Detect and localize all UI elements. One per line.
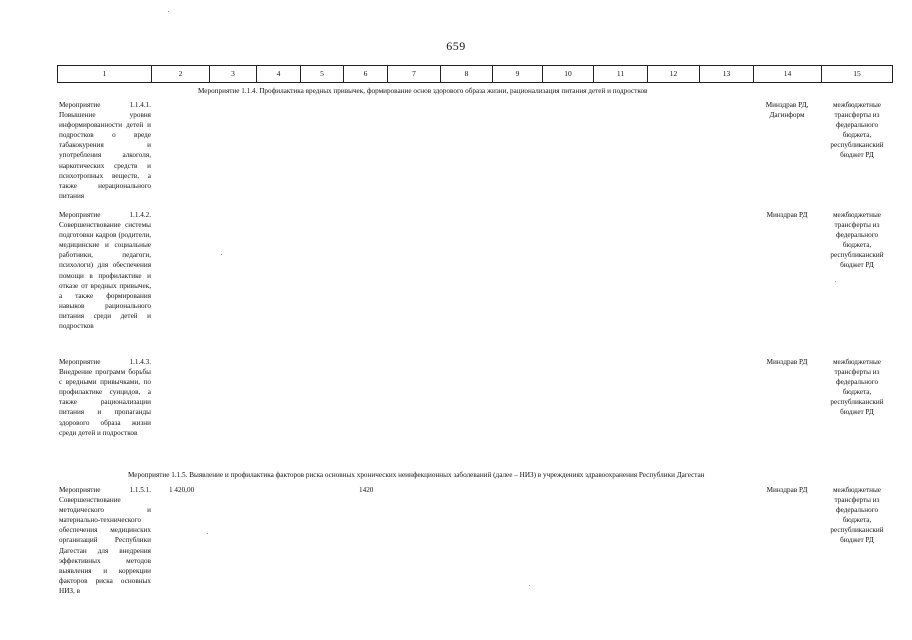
column-number-13: 13 <box>699 66 753 82</box>
responsible-1-1-4-2: Минздрав РД <box>766 211 808 219</box>
column-number-7: 7 <box>387 66 440 82</box>
measure-label: Мероприятие <box>59 101 101 109</box>
section-title-1-1-4: Мероприятие 1.1.4. Профилактика вредных привычек, формирование основ здорового образа жизни, рационализация питания детей и подростков <box>198 87 648 95</box>
funding-1-1-5-1: межбюджетные трансферты из федерального бюджета, республиканский бюджет РД <box>830 486 884 545</box>
measure-label: Мероприятие <box>59 358 101 366</box>
measure-label: Мероприятие <box>59 211 101 219</box>
amount-col6-1-1-5-1: 1420 <box>359 486 374 494</box>
column-number-11: 11 <box>593 66 647 82</box>
measure-1-1-4-2 <box>59 210 151 331</box>
column-number-9: 9 <box>492 66 542 82</box>
measure-number: 1.1.5.1. <box>129 486 151 494</box>
responsible-1-1-4-1: Минздрав РД, Дагинформ <box>765 101 809 120</box>
funding-1-1-4-2: межбюджетные трансферты из федерального бюджета, республиканский бюджет РД <box>830 211 884 270</box>
column-number-4: 4 <box>256 66 300 82</box>
measure-text: Совершенствование методического и материально-технического обеспечения медицинских организаций Республики Дагестан для внедрения эффективных методов выявления и коррекции факторов риска основных НИЗ, в <box>59 496 151 595</box>
column-number-12: 12 <box>647 66 699 82</box>
responsible-1-1-5-1: Минздрав РД <box>766 486 808 494</box>
table-header-row <box>57 65 893 83</box>
column-number-8: 8 <box>440 66 492 82</box>
page-number: 659 <box>446 39 466 53</box>
scan-speck <box>835 281 836 282</box>
column-number-6: 6 <box>343 66 387 82</box>
column-number-3: 3 <box>209 66 256 82</box>
column-number-10: 10 <box>542 66 593 82</box>
column-number-15: 15 <box>821 66 893 82</box>
measure-number: 1.1.4.3. <box>129 358 151 366</box>
measure-number: 1.1.4.2. <box>129 211 151 219</box>
measure-1-1-5-1 <box>59 485 151 596</box>
section-title-1-1-5: Мероприятие 1.1.5. Выявление и профилактика факторов риска основных хронических неинфекционных заболеваний (далее – НИЗ) в учреждениях здравоохранения Республики Дагестан <box>128 471 705 479</box>
column-number-5: 5 <box>300 66 343 82</box>
measure-1-1-4-1 <box>59 100 151 201</box>
responsible-1-1-4-3: Минздрав РД <box>766 358 808 366</box>
funding-1-1-4-3: межбюджетные трансферты из федерального бюджета, республиканский бюджет РД <box>830 358 884 417</box>
measure-text: Повышение уровня информированности детей и подростков о вреде табакокурения и употребления алкоголя, наркотических средств и психотропных веществ, а также нерационального питания <box>59 111 151 200</box>
measure-number: 1.1.4.1. <box>129 101 151 109</box>
scan-speck <box>168 11 169 12</box>
measure-text: Совершенствование системы подготовки кадров (родители, медицинские и социальные работники, педагоги, психологи) для обеспечения помощи в профилактике и отказе от вредных привычек, а также формирования навыков рационального питания среди детей и подростков <box>59 221 151 331</box>
column-number-14: 14 <box>753 66 821 82</box>
measure-label: Мероприятие <box>59 486 101 494</box>
amount-total-1-1-5-1: 1 420,00 <box>169 486 195 494</box>
funding-1-1-4-1: межбюджетные трансферты из федерального бюджета, республиканский бюджет РД <box>830 101 884 160</box>
measure-1-1-4-3 <box>59 357 151 438</box>
scan-speck <box>207 533 208 534</box>
measure-text: Внедрение программ борьбы с вредными привычками, по профилактике суицидов, а также рационализации питания и пропаганды здорового образа жизни среди детей и подростков <box>59 368 151 437</box>
scan-speck <box>529 585 530 586</box>
column-number-1: 1 <box>57 66 151 82</box>
scan-speck <box>221 254 222 255</box>
column-number-2: 2 <box>151 66 209 82</box>
